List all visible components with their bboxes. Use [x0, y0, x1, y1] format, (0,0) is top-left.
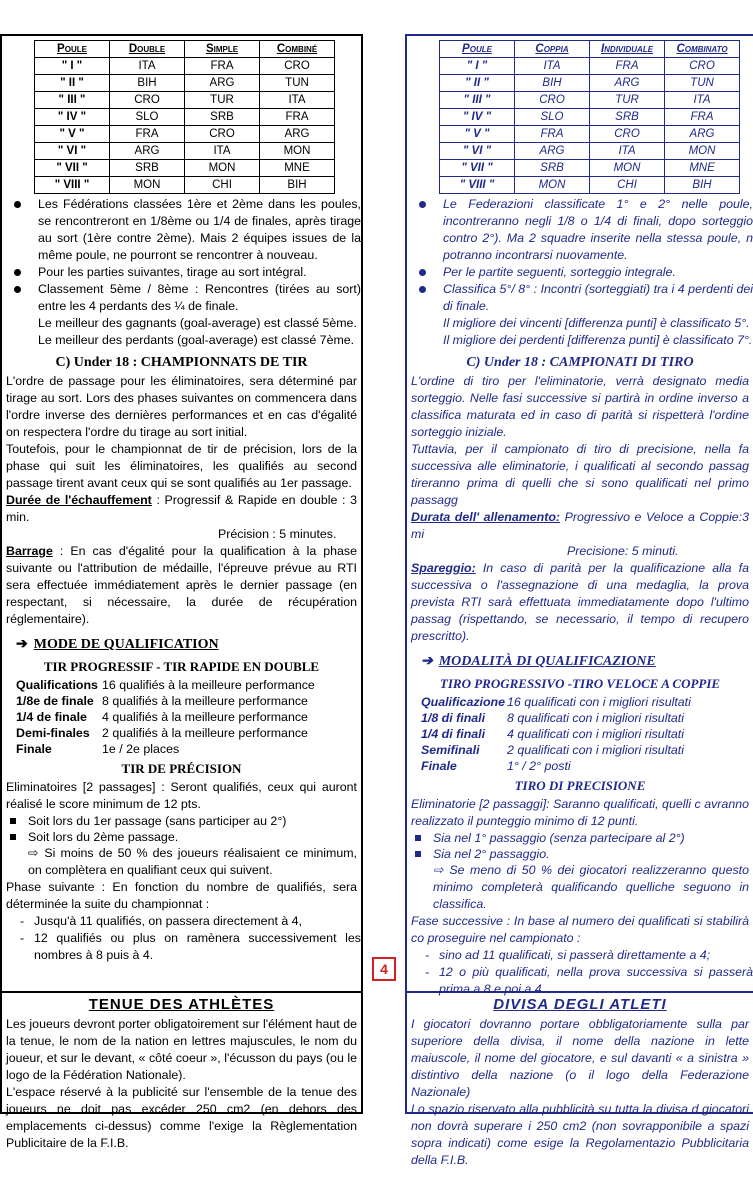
italian-column [405, 34, 753, 1167]
classifica-losers: Il migliore dei perdenti [differenza punti] è classificato 7°. [443, 333, 753, 347]
order-paragraph: L'ordine di tiro per l'eliminatorie, verrà designato media sorteggio. Nelle fasi successive si partirà in ordine inverso a classifica maturata ed in caso di parità si rispetterà l'ordine sorteggio iniziale. [411, 374, 749, 439]
round-qualified: 1° / 2° posti [507, 759, 571, 773]
barrage-text: In caso di parità per la qualificazione alla fa successiva o l'assegnazione di una medaglia, la prova prevista RTI sarà effettuata immediatamente dopo l'ultimo passag (rispettando, se necessario, il tempo di recupero prescritto). [411, 561, 749, 643]
team-cell: MON [590, 160, 665, 177]
round-qualified: 16 qualificati con i migliori risultati [507, 695, 691, 709]
round-name: Demi-finales [16, 726, 90, 740]
tenue-title: TENUE DES ATHLÈTES [88, 996, 275, 1013]
team-cell: ITA [185, 143, 260, 160]
barrage-paragraph [407, 560, 753, 645]
qualification-row [16, 741, 315, 757]
poule-table-header [440, 41, 740, 58]
mode-title [16, 636, 361, 653]
round-name: Semifinali [421, 743, 480, 757]
mode-title-text: MODALITÀ DI QUALIFICAZIONE [438, 654, 656, 669]
mode-title-text: MODE DE QUALIFICATION [33, 637, 219, 652]
team-cell: SRB [590, 109, 665, 126]
barrage-label: Barrage [6, 544, 53, 558]
team-cell: CRO [515, 92, 590, 109]
round-qualified: 8 qualifiés à la meilleure performance [102, 694, 308, 708]
team-cell: CRO [590, 126, 665, 143]
poule-name-cell: " I " [35, 58, 110, 75]
poule-row [35, 109, 335, 126]
poule-name-cell: " III " [440, 92, 515, 109]
header-combinato: Combinato [665, 41, 740, 58]
poule-row [440, 58, 740, 75]
team-cell: MNE [260, 160, 335, 177]
team-cell: FRA [110, 126, 185, 143]
header-poule: Poule [440, 41, 515, 58]
round-name: 1/4 di finali [421, 727, 486, 741]
team-cell: FRA [515, 126, 590, 143]
passage-item-1: Sia nel 1° passaggio (senza partecipare al 2°) [407, 830, 753, 846]
qualification-row [16, 709, 315, 725]
poule-table-it [439, 40, 740, 194]
round-name: Finale [16, 742, 52, 756]
qualification-row [421, 758, 691, 774]
header-coppia: Coppia [515, 41, 590, 58]
poule-row [35, 92, 335, 109]
rules-list-fr [2, 196, 361, 349]
team-cell: ARG [665, 126, 740, 143]
rule-bullet-2: Pour les parties suivantes, tirage au sort intégral. [16, 264, 361, 281]
poule-name-cell: " IV " [35, 109, 110, 126]
poule-row [35, 126, 335, 143]
team-cell: TUR [185, 92, 260, 109]
team-cell: MON [185, 160, 260, 177]
french-column [0, 34, 363, 1150]
outline-arrow-icon: ⇨ [433, 863, 444, 877]
rule-bullet-1: Le Federazioni classificate 1° e 2° nelle poule, incontreranno negli 1/8 o 1/4 di finali, dopo sorteggio contro 2°). Ma 2 squadre inserite nella stessa poule, n potranno incontrarsi nuovamente. [421, 196, 753, 264]
round-qualified: 2 qualificati con i migliori risultati [507, 743, 684, 757]
precision-paragraph: Tuttavia, per il campionato di tiro di precisione, nella fa successiva alle eliminatorie, i qualificati al secondo passag tireranno prima di quelli che si sono qualificati nel primo passagg [411, 442, 749, 507]
team-cell: ARG [185, 75, 260, 92]
team-cell: ARG [260, 126, 335, 143]
tenue-paragraph-2: L'espace réservé à la publicité sur l'ensemble de la tenue des joueurs ne doit pas excéder 250 cm2 (en dehors des emplacements ci-dessus) comme l'exige la Règlementation Publicitaire de la F.I.B. [6, 1085, 357, 1150]
classifica-text: Classifica 5°/ 8° : Incontri (sorteggiati) tra i 4 perdenti dei di finale. [443, 282, 753, 313]
classement-winners: Le meilleur des gagnants (goal-average) est classé 5ème. [38, 316, 357, 330]
tenue-paragraph-1: Les joueurs devront porter obligatoirement sur l'élément haut de la tenue, le nom de la nation en lettres majuscules, le nom du joueur, et sur le devant, « côté coeur », l'écusson du pays (ou le logo de la Fédération Nationale). [6, 1017, 357, 1082]
order-paragraph: L'ordre de passage pour les éliminatoires, sera déterminé par tirage au sort. Lors des phases suivantes on commencera dans l'ordre inverse des dernières performances et en cas d'égalité on respectera l'ordre du tirage au sort initial. [6, 374, 357, 439]
team-cell: ITA [515, 58, 590, 75]
divisa-paragraph-2: Lo spazio riservato alla pubblicità su tutta la divisa d giocatori non dovrà superare i 250 cm2 (non sovrapponibile a spazi sopra indicati) come esige la Regolamentazio Pubblicitaria della F.I.B. [411, 1102, 749, 1167]
qualification-row [16, 677, 315, 693]
poule-table-body-fr [35, 58, 335, 194]
warmup-value-1: Progressivo e Veloce a Coppie:3 mi [411, 510, 749, 541]
team-cell: CHI [185, 177, 260, 194]
team-cell: FRA [665, 109, 740, 126]
team-cell: SLO [515, 109, 590, 126]
qualification-row [421, 742, 691, 758]
poule-row [440, 126, 740, 143]
tiro-precisione-title: TIRO DI PRECISIONE [514, 778, 646, 793]
divisa-section [407, 991, 753, 1169]
eliminatoires-text: Eliminatoires [2 passages] : Seront qualifiés, ceux qui auront réalisé le score minimum de 12 pts. [6, 780, 357, 811]
round-name: Qualifications [16, 678, 98, 692]
minimum-text [407, 862, 753, 913]
arrow-right-icon: ➔ [421, 654, 433, 669]
dash-item-2: - 12 o più qualificati, nella prova successiva si passerà prima a 8 e poi a 4. [407, 964, 753, 998]
dash-item-1: - Jusqu'à 11 qualifiés, on passera directement à 4, [2, 913, 361, 930]
poule-name-cell: " VII " [35, 160, 110, 177]
team-cell: CRO [110, 92, 185, 109]
team-cell: MON [110, 177, 185, 194]
tiro-progressivo-title: TIRO PROGRESSIVO -TIRO VELOCE A COPPIE [439, 676, 721, 691]
team-cell: TUN [665, 75, 740, 92]
tir-progressif-title: TIR PROGRESSIF - TIR RAPIDE EN DOUBLE [43, 659, 320, 674]
poule-name-cell: " I " [440, 58, 515, 75]
rule-bullet-3 [16, 281, 361, 349]
section-under18-title: C) Under 18 : CAMPIONATI DI TIRO [466, 355, 694, 370]
poule-table-header [35, 41, 335, 58]
phase-suivante-text: Phase suivante : En fonction du nombre de qualifiés, sera déterminée la suite du championnat : [6, 880, 357, 911]
header-poule: Poule [35, 41, 110, 58]
team-cell: ITA [590, 143, 665, 160]
barrage-label: Spareggio: [411, 561, 476, 575]
qualification-row [421, 694, 691, 710]
warmup-value-2: Précision : 5 minutes. [218, 527, 337, 541]
warmup-value-2: Precisione: 5 minuti. [567, 544, 679, 558]
tir-precision-title: TIR DE PRÉCISION [121, 761, 242, 776]
poule-name-cell: " III " [35, 92, 110, 109]
header-simple: Simple [185, 41, 260, 58]
poule-row [440, 160, 740, 177]
round-name: Qualificazione [421, 695, 505, 709]
poule-name-cell: " II " [440, 75, 515, 92]
team-cell: ITA [665, 92, 740, 109]
team-cell: SRB [110, 160, 185, 177]
mode-title [421, 653, 753, 670]
section-under18-title: C) Under 18 : CHAMPIONNATS DE TIR [55, 355, 308, 370]
round-name: 1/8 di finali [421, 711, 486, 725]
team-cell: MON [260, 143, 335, 160]
header-combine: Combiné [260, 41, 335, 58]
team-cell: FRA [260, 109, 335, 126]
round-qualified: 4 qualificati con i migliori risultati [507, 727, 684, 741]
minimum-text [2, 845, 361, 879]
team-cell: ARG [590, 75, 665, 92]
team-cell: BIH [515, 75, 590, 92]
round-name: 1/8e de finale [16, 694, 94, 708]
team-cell: SLO [110, 109, 185, 126]
outline-arrow-icon: ⇨ [28, 846, 39, 860]
rules-list-it [407, 196, 753, 349]
poule-name-cell: " V " [35, 126, 110, 143]
precision-paragraph: Toutefois, pour le championnat de tir de précision, lors de la phase qui suit les éliminatoires, les qualifiés au second passage tirent avant ceux qui se sont qualifiés au 1er passage. [6, 442, 357, 490]
poule-table-fr [34, 40, 335, 194]
poule-table-body-it [440, 58, 740, 194]
round-qualified: 4 qualifiés à la meilleure performance [102, 710, 308, 724]
poule-row [440, 177, 740, 194]
header-double: Double [110, 41, 185, 58]
qualification-table-fr [16, 677, 315, 757]
qualification-row [16, 693, 315, 709]
barrage-text: : En cas d'égalité pour la qualification à la phase suivante ou l'attribution de médaille, l'épreuve prévue au RTI sera effectuée immédiatement après le dernier passage (en respectant, si nécessaire, la durée de récupération réglementaire). [6, 544, 357, 626]
poule-row [440, 92, 740, 109]
poule-name-cell: " VIII " [35, 177, 110, 194]
poule-name-cell: " VI " [35, 143, 110, 160]
poule-name-cell: " VIII " [440, 177, 515, 194]
round-name: Finale [421, 759, 457, 773]
qualification-row [421, 710, 691, 726]
team-cell: SRB [185, 109, 260, 126]
team-cell: MNE [665, 160, 740, 177]
team-cell: ARG [110, 143, 185, 160]
round-qualified: 2 qualifiés à la meilleure performance [102, 726, 308, 740]
minimum-text-value: Se meno di 50 % dei giocatori realizzeranno questo minimo completerà qualificando quelliche seguono in classifica. [433, 863, 749, 911]
team-cell: ITA [110, 58, 185, 75]
team-cell: BIH [110, 75, 185, 92]
header-individuale: Individuale [590, 41, 665, 58]
tenue-section [2, 991, 361, 1152]
warmup-label: Durée de l'échauffement [6, 493, 152, 507]
poule-name-cell: " II " [35, 75, 110, 92]
poule-row [440, 109, 740, 126]
poule-row [35, 177, 335, 194]
poule-name-cell: " V " [440, 126, 515, 143]
classement-losers: Le meilleur des perdants (goal-average) est classé 7ème. [38, 333, 355, 347]
passage-item-2: Soit lors du 2ème passage. [2, 829, 361, 845]
minimum-text-value: Si moins de 50 % des joueurs réalisaient ce minimum, on complètera en qualifiant ceux qui suivent. [28, 846, 357, 877]
team-cell: CRO [665, 58, 740, 75]
rule-bullet-3 [421, 281, 753, 349]
warmup-line [2, 492, 361, 526]
qualification-table-it [421, 694, 691, 774]
round-qualified: 1e / 2e places [102, 742, 180, 756]
poule-name-cell: " VII " [440, 160, 515, 177]
rule-bullet-2: Per le partite seguenti, sorteggio integrale. [421, 264, 753, 281]
barrage-paragraph [2, 543, 361, 628]
team-cell: FRA [185, 58, 260, 75]
round-qualified: 16 qualifiés à la meilleure performance [102, 678, 315, 692]
poule-name-cell: " IV " [440, 109, 515, 126]
arrow-right-icon: ➔ [16, 637, 28, 652]
team-cell: MON [515, 177, 590, 194]
warmup-value-1: : Progressif & Rapide en double : 3 min. [6, 493, 357, 524]
team-cell: TUR [590, 92, 665, 109]
poule-row [35, 143, 335, 160]
team-cell: MON [665, 143, 740, 160]
team-cell: SRB [515, 160, 590, 177]
poule-name-cell: " VI " [440, 143, 515, 160]
poule-row [35, 75, 335, 92]
poule-row [440, 143, 740, 160]
qualification-row [16, 725, 315, 741]
team-cell: BIH [260, 177, 335, 194]
classifica-winners: Il migliore dei vincenti [differenza punti] è classificato 5°. [443, 316, 750, 330]
page-number: 4 [372, 957, 396, 981]
team-cell: CHI [590, 177, 665, 194]
warmup-line [407, 509, 753, 543]
classement-text: Classement 5ème / 8ème : Rencontres (tirées au sort) entre les 4 perdants des ¼ de finale. [38, 282, 361, 313]
divisa-paragraph-1: I giocatori dovranno portare obbligatoriamente sulla par superiore della divisa, il nome della nazione in lette maiuscole, il nome del giocatore, e sul davanti « a sinistra » distintivo della nazione (o il logo della Federazione Nazionale) [411, 1017, 749, 1099]
warmup-label: Durata dell' allenamento: [411, 510, 561, 524]
team-cell: ITA [260, 92, 335, 109]
team-cell: ARG [515, 143, 590, 160]
dash-item-1: - sino ad 11 qualificati, si passerà direttamente a 4; [407, 947, 753, 964]
team-cell: BIH [665, 177, 740, 194]
passage-item-1: Soit lors du 1er passage (sans participer au 2°) [2, 813, 361, 829]
passage-item-2: Sia nel 2° passaggio. [407, 846, 753, 862]
divisa-title: DIVISA DEGLI ATLETI [493, 996, 667, 1013]
qualification-row [421, 726, 691, 742]
eliminatorie-text: Eliminatorie [2 passaggi]: Saranno qualificati, quelli c avranno realizzato il punteggio minimo di 12 punti. [411, 797, 749, 828]
team-cell: CRO [260, 58, 335, 75]
poule-row [35, 160, 335, 177]
fase-successive-text: Fase successive : In base al numero dei qualificati si stabilirà co proseguire nel campionato : [411, 914, 749, 945]
round-name: 1/4 de finale [16, 710, 87, 724]
team-cell: CRO [185, 126, 260, 143]
team-cell: FRA [590, 58, 665, 75]
poule-row [440, 75, 740, 92]
dash-item-2: - 12 qualifiés ou plus on ramènera successivement les nombres à 8 puis à 4. [2, 930, 361, 964]
team-cell: TUN [260, 75, 335, 92]
round-qualified: 8 qualificati con i migliori risultati [507, 711, 684, 725]
poule-row [35, 58, 335, 75]
rule-bullet-1: Les Fédérations classées 1ère et 2ème dans les poules, se rencontreront en 1/8ème ou 1/4 de finales, après tirage au sort (1ère contre 2ème). Mais 2 équipes issues de la même poule, ne pourront se rencontrer à nouveau. [16, 196, 361, 264]
